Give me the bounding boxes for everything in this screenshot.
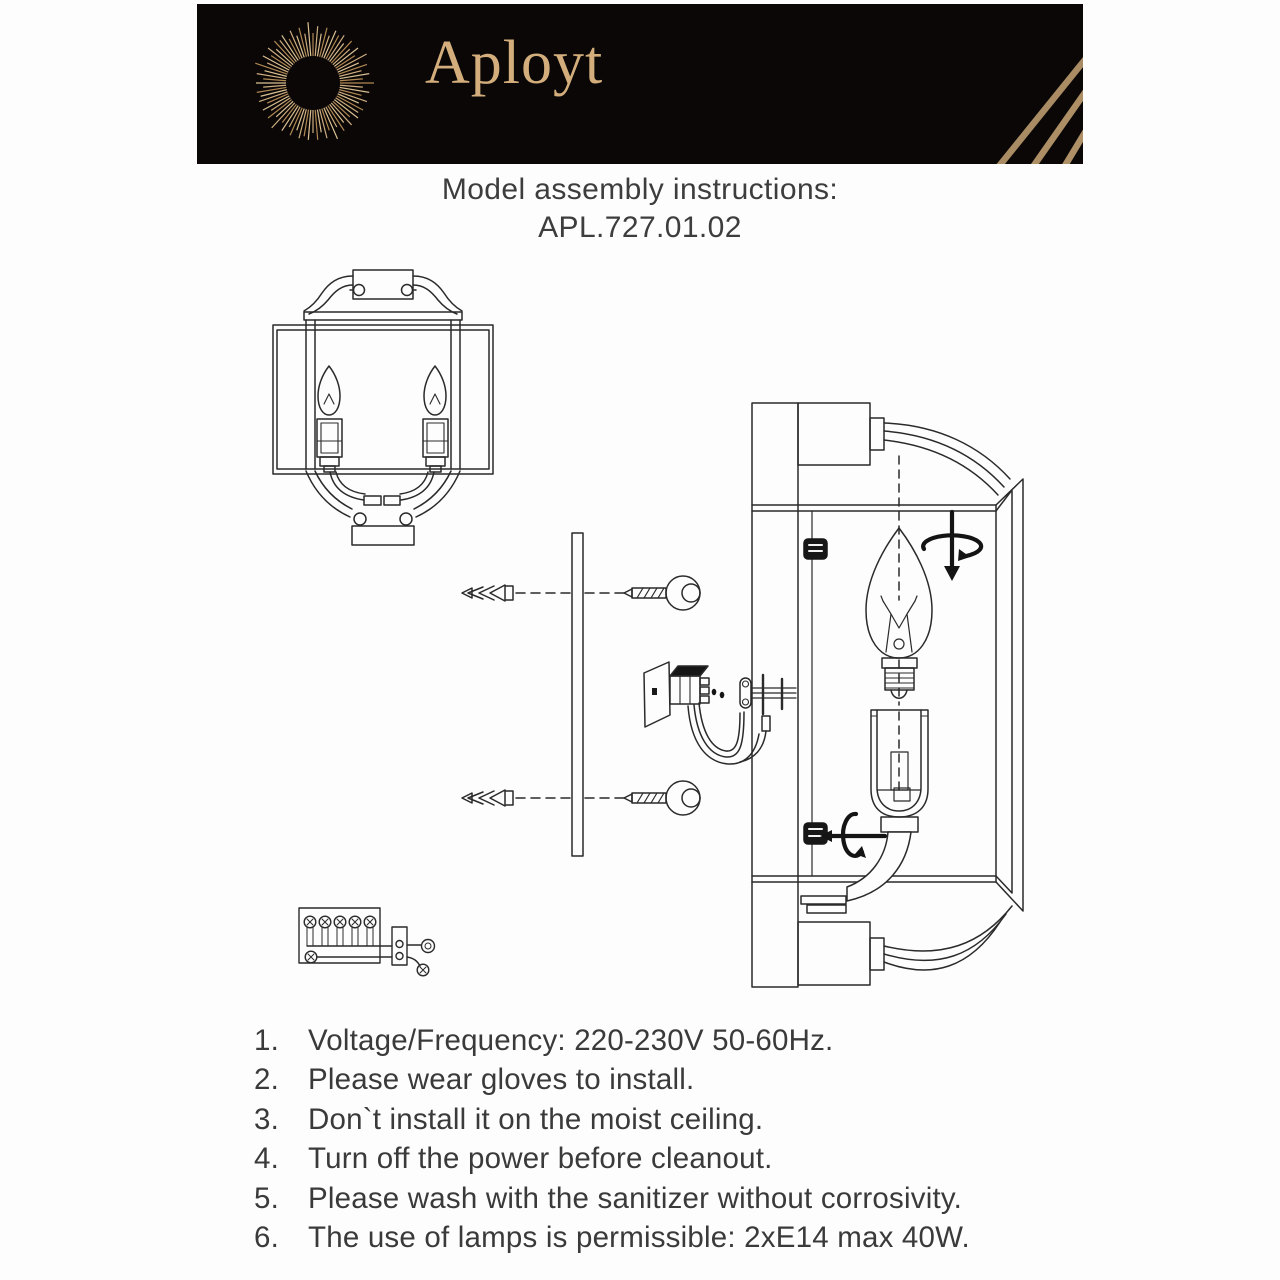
mounting-screw-icon [624, 576, 700, 610]
rotate-screw-arrow-icon [820, 814, 885, 858]
instruction-item [254, 1060, 1084, 1099]
candle-bulb-left-drawing [317, 366, 342, 472]
instruction-number: 1. [254, 1024, 280, 1057]
instruction-text: Don`t install it on the moist ceiling. [308, 1102, 764, 1136]
wall-anchor-icon [462, 585, 513, 601]
instruction-number: 6. [254, 1221, 280, 1255]
terminal-screws [304, 916, 376, 928]
page-title: Model assembly instructions: [441, 173, 839, 206]
mounting-diagram [462, 533, 700, 856]
instruction-list [254, 1021, 1084, 1257]
front-view-diagram [273, 270, 493, 545]
instruction-text: The use of lamps is permissible: 2xE14 max 40W. [308, 1221, 970, 1255]
set-screw-icon [804, 539, 827, 559]
wall-anchor-icon [462, 790, 513, 806]
instruction-item [254, 1100, 1084, 1139]
side-view-diagram [752, 403, 1023, 987]
instruction-number: 3. [254, 1102, 280, 1136]
brand-name: Aployt [425, 29, 604, 97]
instruction-item [254, 1021, 1084, 1060]
instruction-item [254, 1179, 1084, 1218]
instruction-text: Please wash with the sanitizer without corrosivity. [308, 1181, 962, 1215]
terminal-block-diagram [299, 908, 435, 976]
instruction-item [254, 1218, 1084, 1257]
instruction-text: Voltage/Frequency: 220-230V 50-60Hz. [308, 1024, 834, 1057]
candle-bulb-right-drawing [423, 366, 448, 472]
set-screw-icon [804, 823, 827, 844]
instruction-number: 2. [254, 1063, 280, 1097]
rotate-bulb-arrow-icon [923, 512, 981, 581]
instruction-number: 5. [254, 1181, 280, 1215]
instruction-item [254, 1139, 1084, 1178]
backplate [752, 403, 798, 987]
wall-bracket-bar [572, 533, 583, 856]
mounting-screw-icon [624, 781, 700, 815]
instruction-text: Please wear gloves to install. [308, 1063, 695, 1097]
instruction-text: Turn off the power before cleanout. [308, 1142, 773, 1176]
model-code: APL.727.01.02 [538, 211, 742, 244]
instruction-number: 4. [254, 1142, 280, 1176]
junction-box-diagram [644, 662, 796, 764]
